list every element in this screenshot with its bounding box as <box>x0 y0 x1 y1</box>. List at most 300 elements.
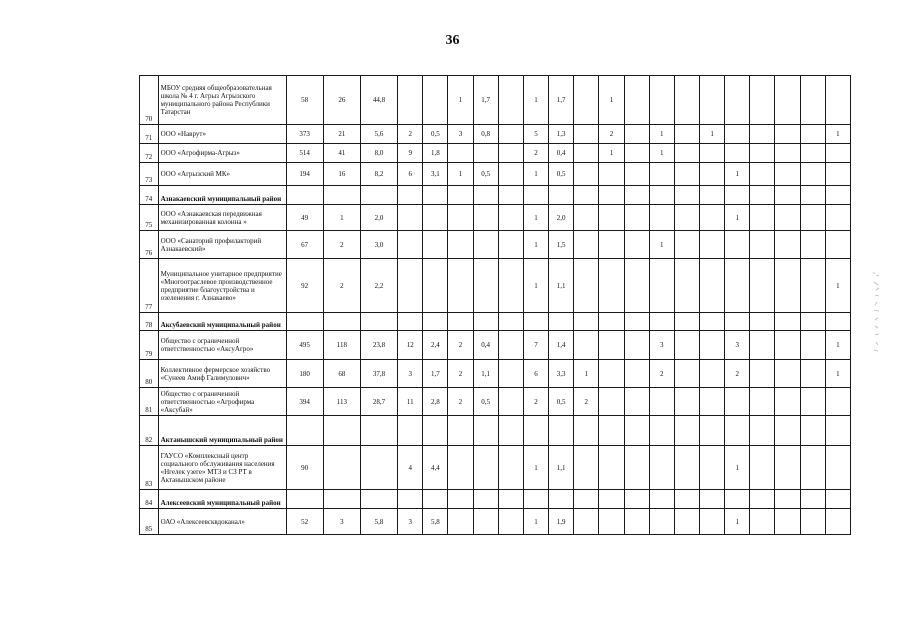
table-cell <box>800 125 825 144</box>
row-number: 84 <box>140 490 159 509</box>
table-cell <box>775 144 800 163</box>
table-cell <box>323 446 360 490</box>
table-cell: 28,7 <box>360 388 397 416</box>
table-cell <box>398 76 423 125</box>
table-cell: 7 <box>523 331 548 360</box>
table-cell <box>498 490 523 509</box>
table-cell <box>448 186 473 205</box>
table-cell <box>448 509 473 535</box>
table-cell <box>800 163 825 186</box>
table-cell <box>725 490 750 509</box>
row-number: 76 <box>140 231 159 259</box>
table-cell <box>498 125 523 144</box>
table-cell <box>700 163 725 186</box>
table-cell <box>624 259 649 313</box>
table-cell <box>725 144 750 163</box>
table-cell: 2 <box>599 125 624 144</box>
table-cell: 2,4 <box>423 331 448 360</box>
table-cell: 495 <box>286 331 323 360</box>
row-number: 83 <box>140 446 159 490</box>
table-cell: 1 <box>725 509 750 535</box>
table-cell <box>398 416 423 446</box>
table-cell <box>599 163 624 186</box>
table-cell: 1,5 <box>549 231 574 259</box>
table-cell: 1 <box>649 125 674 144</box>
table-cell <box>825 446 850 490</box>
table-cell: 2 <box>725 360 750 388</box>
table-cell <box>800 186 825 205</box>
table-cell: 1 <box>649 231 674 259</box>
table-cell <box>523 416 548 446</box>
table-cell: 3 <box>323 509 360 535</box>
margin-stamp-faint <box>870 268 886 358</box>
table-cell <box>674 231 699 259</box>
table-row <box>140 231 851 259</box>
organization-name: Общество с ограниченной ответственностью «АксуАгро» <box>158 331 286 360</box>
table-cell <box>423 76 448 125</box>
table-cell: 3 <box>448 125 473 144</box>
row-number: 79 <box>140 331 159 360</box>
table-cell: 2,2 <box>360 259 397 313</box>
table-cell: 118 <box>323 331 360 360</box>
table-cell <box>700 313 725 331</box>
table-cell <box>498 163 523 186</box>
organization-name: ООО «Наврут» <box>158 125 286 144</box>
table-cell: 6 <box>398 163 423 186</box>
table-cell <box>549 186 574 205</box>
table-cell <box>574 163 599 186</box>
table-cell <box>775 125 800 144</box>
table-cell: 1 <box>523 259 548 313</box>
table-cell <box>800 331 825 360</box>
table-cell <box>775 231 800 259</box>
district-heading: Актанышский муниципальный район <box>158 416 286 446</box>
table-cell <box>473 416 498 446</box>
table-cell <box>674 259 699 313</box>
table-cell <box>800 446 825 490</box>
table-cell: 0,5 <box>473 163 498 186</box>
table-row <box>140 446 851 490</box>
table-cell <box>574 331 599 360</box>
table-cell <box>624 231 649 259</box>
table-cell <box>323 313 360 331</box>
row-number: 81 <box>140 388 159 416</box>
table-cell: 3 <box>398 509 423 535</box>
table-cell: 5,8 <box>360 509 397 535</box>
table-cell: 11 <box>398 388 423 416</box>
table-cell: 1,1 <box>549 259 574 313</box>
table-cell: 49 <box>286 205 323 231</box>
table-cell <box>473 509 498 535</box>
table-cell: 2 <box>649 360 674 388</box>
table-cell: 0,5 <box>549 388 574 416</box>
table-cell <box>725 259 750 313</box>
table-cell <box>574 186 599 205</box>
table-cell <box>825 416 850 446</box>
data-table <box>139 75 851 535</box>
table-cell <box>800 205 825 231</box>
table-cell: 2,0 <box>549 205 574 231</box>
table-cell <box>649 205 674 231</box>
table-cell <box>800 490 825 509</box>
table-cell: 2,8 <box>423 388 448 416</box>
table-row <box>140 360 851 388</box>
table-cell <box>825 231 850 259</box>
table-cell <box>473 259 498 313</box>
table-cell <box>498 388 523 416</box>
table-cell <box>674 125 699 144</box>
table-row <box>140 388 851 416</box>
table-cell <box>825 163 850 186</box>
table-cell <box>674 76 699 125</box>
table-cell: 1 <box>599 144 624 163</box>
table-cell: 1 <box>323 205 360 231</box>
table-cell <box>775 446 800 490</box>
table-cell <box>700 446 725 490</box>
table-cell <box>649 259 674 313</box>
table-cell <box>674 163 699 186</box>
table-cell <box>599 205 624 231</box>
row-number: 71 <box>140 125 159 144</box>
table-cell <box>649 313 674 331</box>
table-cell <box>624 125 649 144</box>
table-cell <box>750 144 775 163</box>
table-row <box>140 76 851 125</box>
table-cell <box>725 313 750 331</box>
table-cell <box>549 490 574 509</box>
table-cell: 2 <box>574 388 599 416</box>
table-cell: 0,4 <box>473 331 498 360</box>
table-cell <box>473 231 498 259</box>
table-cell <box>448 313 473 331</box>
table-cell: 3 <box>649 331 674 360</box>
table-cell <box>599 490 624 509</box>
table-cell: 2,0 <box>360 205 397 231</box>
table-cell <box>700 259 725 313</box>
table-cell <box>360 446 397 490</box>
table-cell: 1 <box>523 205 548 231</box>
table-cell <box>825 313 850 331</box>
table-cell <box>750 313 775 331</box>
table-cell <box>725 76 750 125</box>
table-cell: 2 <box>523 388 548 416</box>
table-cell <box>423 186 448 205</box>
table-cell: 2 <box>323 259 360 313</box>
table-cell <box>674 205 699 231</box>
table-cell: 1,7 <box>423 360 448 388</box>
table-cell: 5 <box>523 125 548 144</box>
table-cell <box>498 446 523 490</box>
table-cell <box>800 313 825 331</box>
table-row <box>140 205 851 231</box>
table-cell <box>825 490 850 509</box>
table-cell <box>498 186 523 205</box>
organization-name: ООО «Агрызский МК» <box>158 163 286 186</box>
table-cell <box>574 76 599 125</box>
table-cell <box>649 388 674 416</box>
table-cell <box>750 416 775 446</box>
table-cell <box>473 446 498 490</box>
table-cell <box>599 231 624 259</box>
table-cell <box>599 331 624 360</box>
table-cell <box>775 388 800 416</box>
table-cell <box>750 490 775 509</box>
table-cell <box>286 313 323 331</box>
table-cell: 5,6 <box>360 125 397 144</box>
organization-name: ОАО «Алексеевсквдоканал» <box>158 509 286 535</box>
table-cell: 3,0 <box>360 231 397 259</box>
table-cell <box>423 490 448 509</box>
table-row <box>140 509 851 535</box>
table-cell: 394 <box>286 388 323 416</box>
table-cell: 3,3 <box>549 360 574 388</box>
organization-name: Коллективное фермерское хозяйство «Сунеев Амиф Галимулович» <box>158 360 286 388</box>
table-cell <box>498 509 523 535</box>
table-cell <box>624 76 649 125</box>
table-cell <box>599 446 624 490</box>
table-cell: 0,4 <box>549 144 574 163</box>
table-cell <box>498 331 523 360</box>
table-cell: 1 <box>725 446 750 490</box>
table-cell <box>574 490 599 509</box>
table-cell <box>674 446 699 490</box>
table-cell: 1 <box>649 144 674 163</box>
district-heading: Азнакаевский муниципальный район <box>158 186 286 205</box>
table-row <box>140 490 851 509</box>
table-cell <box>775 331 800 360</box>
table-cell <box>649 163 674 186</box>
table-cell <box>624 490 649 509</box>
table-cell <box>574 259 599 313</box>
table-cell <box>323 186 360 205</box>
table-cell <box>800 509 825 535</box>
table-cell <box>599 388 624 416</box>
table-cell <box>624 416 649 446</box>
table-cell: 3,1 <box>423 163 448 186</box>
table-cell <box>775 163 800 186</box>
row-number: 73 <box>140 163 159 186</box>
table-cell <box>649 490 674 509</box>
row-number: 70 <box>140 76 159 125</box>
table-cell <box>498 259 523 313</box>
table-cell <box>775 186 800 205</box>
table-cell: 1 <box>700 125 725 144</box>
table-row <box>140 331 851 360</box>
table-cell: 8,0 <box>360 144 397 163</box>
table-cell: 1 <box>725 163 750 186</box>
table-cell <box>775 205 800 231</box>
table-cell <box>448 490 473 509</box>
table-cell: 1,3 <box>549 125 574 144</box>
table-cell <box>674 509 699 535</box>
table-cell <box>750 331 775 360</box>
table-cell <box>649 416 674 446</box>
table-cell <box>498 416 523 446</box>
table-cell <box>599 360 624 388</box>
table-cell: 4,4 <box>423 446 448 490</box>
table-cell: 1,9 <box>549 509 574 535</box>
table-cell <box>775 416 800 446</box>
table-cell: 3 <box>398 360 423 388</box>
table-cell <box>549 416 574 446</box>
table-cell <box>523 313 548 331</box>
table-cell <box>448 446 473 490</box>
table-cell <box>448 416 473 446</box>
table-cell <box>448 205 473 231</box>
table-cell <box>624 360 649 388</box>
table-cell <box>599 509 624 535</box>
table-cell <box>800 76 825 125</box>
table-cell: 2 <box>523 144 548 163</box>
table-cell <box>574 446 599 490</box>
table-cell <box>800 416 825 446</box>
table-cell <box>473 144 498 163</box>
table-row <box>140 313 851 331</box>
row-number: 74 <box>140 186 159 205</box>
table-row <box>140 416 851 446</box>
table-cell <box>624 144 649 163</box>
table-cell: 2 <box>448 360 473 388</box>
table-cell <box>674 416 699 446</box>
table-cell <box>323 416 360 446</box>
table-cell <box>825 186 850 205</box>
table-cell <box>775 360 800 388</box>
table-cell: 1 <box>574 360 599 388</box>
table-cell <box>700 76 725 125</box>
table-cell: 37,8 <box>360 360 397 388</box>
table-cell: 4 <box>398 446 423 490</box>
table-cell <box>448 259 473 313</box>
table-cell <box>473 490 498 509</box>
table-cell <box>725 388 750 416</box>
table-cell <box>674 490 699 509</box>
table-cell: 0,5 <box>473 388 498 416</box>
table-cell <box>574 144 599 163</box>
table-cell <box>574 313 599 331</box>
table-cell <box>624 446 649 490</box>
table-cell: 1 <box>523 509 548 535</box>
table-cell <box>750 388 775 416</box>
table-cell <box>286 490 323 509</box>
table-cell <box>775 490 800 509</box>
table-cell <box>498 76 523 125</box>
table-cell: 2 <box>448 388 473 416</box>
table-cell <box>624 388 649 416</box>
table-cell: 1 <box>825 259 850 313</box>
organization-name: ООО «Азнакаевская передвижная механизированная колонна » <box>158 205 286 231</box>
table-cell: 373 <box>286 125 323 144</box>
table-cell <box>750 446 775 490</box>
organization-name: ООО «Санаторий профилакторий Азнакаевский» <box>158 231 286 259</box>
table-cell <box>674 360 699 388</box>
table-cell <box>775 509 800 535</box>
table-cell <box>448 144 473 163</box>
table-cell: 180 <box>286 360 323 388</box>
organization-name: ООО «Агрофирма-Агрыз» <box>158 144 286 163</box>
table-cell: 1 <box>825 331 850 360</box>
table-cell <box>649 186 674 205</box>
table-body <box>140 76 851 535</box>
table-cell <box>423 205 448 231</box>
table-cell: 514 <box>286 144 323 163</box>
table-cell <box>574 231 599 259</box>
table-cell <box>398 231 423 259</box>
table-cell <box>599 186 624 205</box>
table-cell: 41 <box>323 144 360 163</box>
table-cell <box>574 205 599 231</box>
table-cell: 1 <box>448 163 473 186</box>
table-cell: 1,8 <box>423 144 448 163</box>
table-cell <box>599 416 624 446</box>
table-cell: 23,8 <box>360 331 397 360</box>
table-cell <box>700 360 725 388</box>
table-cell: 1,1 <box>549 446 574 490</box>
table-cell <box>574 509 599 535</box>
table-cell: 1 <box>725 205 750 231</box>
table-cell <box>775 259 800 313</box>
organization-name: Общество с ограниченной ответственностью «Агрофирма «Аксубай» <box>158 388 286 416</box>
table-cell <box>523 186 548 205</box>
table-cell <box>574 416 599 446</box>
table-cell <box>473 186 498 205</box>
district-heading: Алексеевский муниципальный район <box>158 490 286 509</box>
table-cell <box>286 186 323 205</box>
table-cell <box>360 313 397 331</box>
table-cell <box>750 125 775 144</box>
table-row <box>140 259 851 313</box>
organization-name: Муниципальное унитарное предприятие «Многоотраслевое производственное предприятие благоустройства и озеленения г. Азнакаево» <box>158 259 286 313</box>
table-cell <box>674 331 699 360</box>
table-cell <box>398 186 423 205</box>
table-cell: 1 <box>523 163 548 186</box>
row-number: 78 <box>140 313 159 331</box>
table-cell <box>725 416 750 446</box>
table-cell: 9 <box>398 144 423 163</box>
table-cell <box>700 490 725 509</box>
table-cell: 0,5 <box>549 163 574 186</box>
table-cell <box>624 186 649 205</box>
table-cell <box>750 509 775 535</box>
table-cell <box>498 144 523 163</box>
table-cell: 1,4 <box>549 331 574 360</box>
table-cell <box>498 205 523 231</box>
table-cell <box>700 331 725 360</box>
table-cell: 1 <box>825 360 850 388</box>
table-cell <box>825 388 850 416</box>
table-cell <box>674 144 699 163</box>
table-cell <box>423 231 448 259</box>
table-cell: 3 <box>725 331 750 360</box>
table-cell <box>574 125 599 144</box>
table-cell: 5,8 <box>423 509 448 535</box>
table-cell <box>750 163 775 186</box>
table-cell: 2 <box>323 231 360 259</box>
table-cell: 68 <box>323 360 360 388</box>
table-cell <box>423 313 448 331</box>
table-cell <box>700 144 725 163</box>
table-cell: 44,8 <box>360 76 397 125</box>
table-cell <box>473 313 498 331</box>
table-cell: 92 <box>286 259 323 313</box>
table-cell <box>423 259 448 313</box>
table-cell <box>599 259 624 313</box>
table-cell: 1 <box>523 76 548 125</box>
table-cell: 0,5 <box>423 125 448 144</box>
district-heading: Аксубаевский муниципальный район <box>158 313 286 331</box>
table-cell: 1 <box>599 76 624 125</box>
table-cell: 26 <box>323 76 360 125</box>
table-cell <box>624 163 649 186</box>
